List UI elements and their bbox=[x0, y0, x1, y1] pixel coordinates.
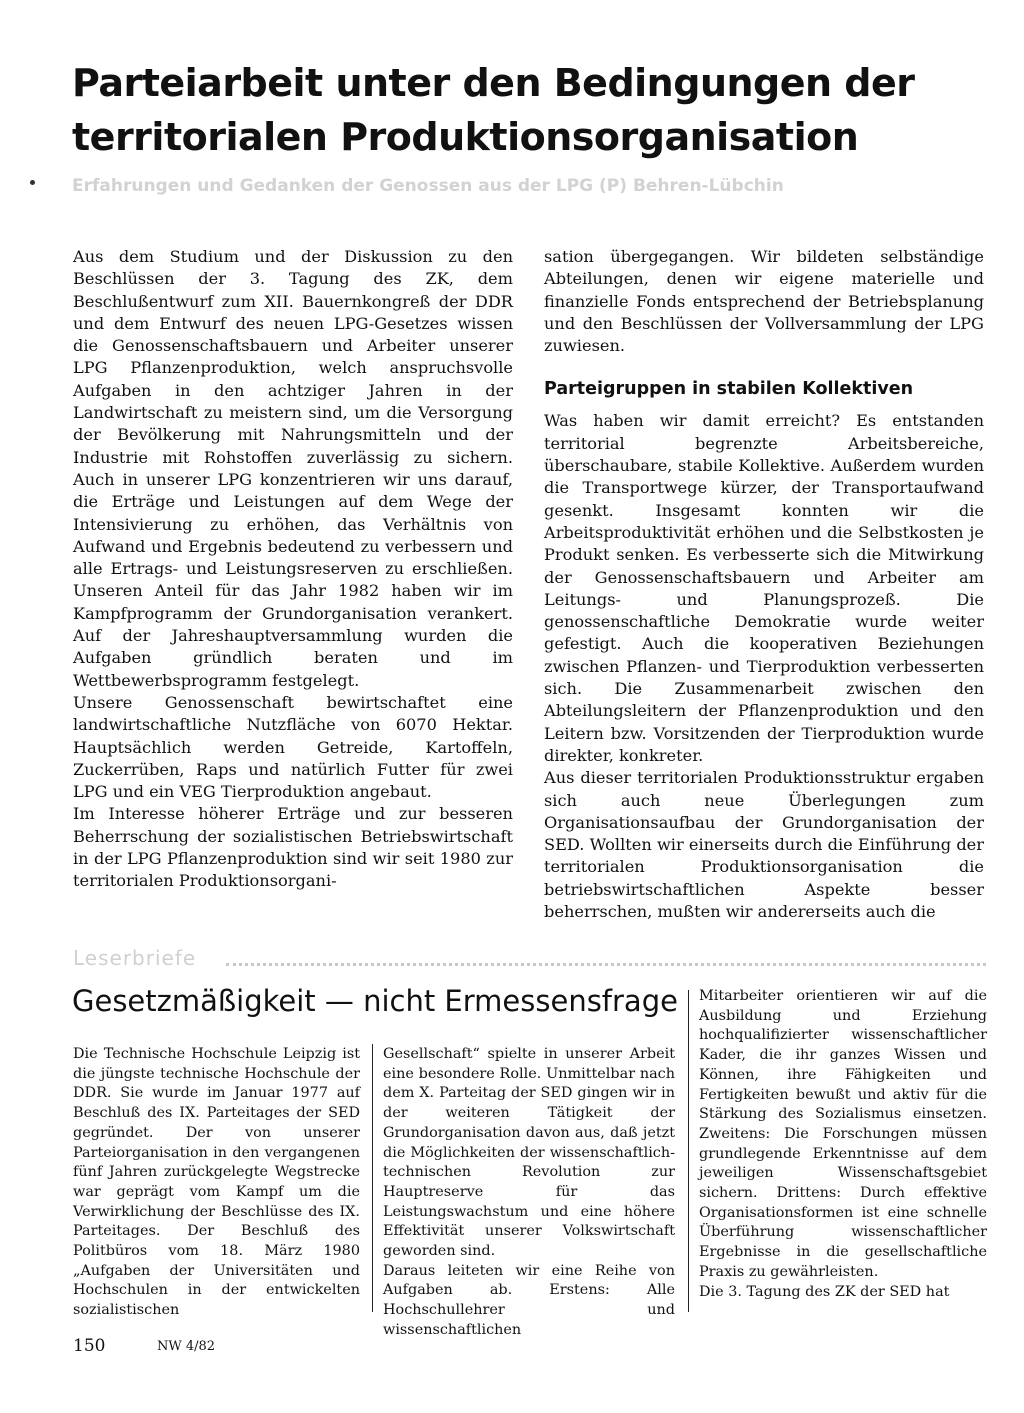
letter-column-1 bbox=[73, 1045, 360, 1321]
letter-paragraph: Mitarbeiter orientieren wir auf die Ausbildung und Erziehung hochqualifizierter wissenschaftlicher Kader, die ihr ganzes Wissen und Können, ihre Fähigkeiten und Fertigkeiten bewußt und aktiv für die Stärkung des Sozialismus einsetzen. Zweitens: Die Forschungen müssen grundlegende Erkenntnisse auf dem jeweiligen Wissenschaftsgebiet sichern. Drittens: Durch effektive Organisationsformen ist eine schnelle Überführung wissenschaftlicher Ergebnisse in die gesellschaftliche Praxis zu gewährleisten. bbox=[699, 988, 987, 1280]
article-subtitle: Erfahrungen und Gedanken der Genossen aus der LPG (P) Behren-Lübchin bbox=[72, 176, 784, 196]
letter-paragraph: Die 3. Tagung des ZK der SED hat bbox=[699, 1283, 950, 1300]
margin-dot bbox=[30, 180, 35, 185]
rubric-dotted-rule bbox=[226, 963, 986, 966]
letter-paragraph: Gesellschaft“ spielte in unserer Arbeit eine besondere Rolle. Unmittelbar nach dem X. Parteitag der SED gingen wir in der weiteren Tätigkeit der Grundorganisation davon aus, daß jetzt die Möglichkeiten der wissenschaftlich-technischen Revolution zur Hauptreserve für das Leistungswachstum und eine höhere Effektivität unserer Volkswirtschaft geworden sind. bbox=[383, 1046, 675, 1260]
article-paragraph: Aus dem Studium und der Diskussion zu den Beschlüssen der 3. Tagung des ZK, dem Beschlußentwurf zum XII. Bauernkongreß der DDR und dem Entwurf des neuen LPG-Gesetzes wissen die Genossenschaftsbauern und Arbeiter unserer LPG Pflanzenproduktion, welch anspruchsvolle Aufgaben in den achtziger Jahren in der Landwirtschaft zu meistern sind, um die Versorgung der Bevölkerung mit Nahrungsmitteln und der Industrie mit Rohstoffen zuverlässig zu sichern. Auch in unserer LPG konzentrieren wir uns darauf, die Erträge und Leistungen auf dem Wege der Intensivierung zu erhöhen, das Verhältnis von Aufwand und Ergebnis bedeutend zu verbessern und alle Ertrags- und Leistungsreserven zu erschließen. Unseren Anteil für das Jahr 1982 haben wir im Kampfprogramm der Grundorganisation verankert. Auf der Jahreshauptversammlung wurden die Aufgaben gründlich beraten und im Wettbewerbsprogramm festgelegt. bbox=[73, 247, 513, 690]
letter-column-3 bbox=[699, 987, 987, 1302]
letter-paragraph: Die Technische Hochschule Leipzig ist die jüngste technische Hochschule der DDR. Sie wurde im Januar 1977 auf Beschluß des IX. Parteitages der SED gegründet. Der von unserer Parteiorganisation in den vergangenen fünf Jahren zurückgelegte Wegstrecke war geprägt vom Kampf um die Verwirklichung der Beschlüsse des IX. Parteitages. Der Beschluß des Politbüros vom 18. März 1980 „Aufgaben der Universitäten und Hochschulen in der entwickelten sozialistischen bbox=[73, 1046, 360, 1319]
headline-line-2: territorialen Produktionsorganisation bbox=[72, 115, 859, 159]
issue-label: NW 4/82 bbox=[157, 1339, 216, 1354]
page-number: 150 bbox=[73, 1336, 106, 1356]
article-column-1 bbox=[73, 246, 513, 893]
article-headline bbox=[72, 56, 952, 164]
article-paragraph: Was haben wir damit erreicht? Es entstanden territorial begrenzte Arbeitsbereiche, überschaubare, stabile Kollektive. Außerdem wurden die Transportwege kürzer, der Transportaufwand gesenkt. Insgesamt konnten wir die Arbeitsproduktivität erhöhen und die Selbstkosten je Produkt senken. Es verbesserte sich die Mitwirkung der Genossenschaftsbauern und Arbeiter am Leitungs- und Planungsprozeß. Die genossenschaftliche Demokratie wurde weiter gefestigt. Auch die kooperativen Beziehungen zwischen Pflanzen- und Tierproduktion verbesserten sich. Die Zusammenarbeit zwischen den Abteilungsleitern der Pflanzenproduktion und den Leitern bzw. Vorsitzenden der Tierproduktion wurde direkter, konkreter. bbox=[544, 411, 984, 765]
article-column-2 bbox=[544, 246, 984, 923]
article-paragraph: Aus dieser territorialen Produktionsstruktur ergaben sich auch neue Überlegungen zum Organisationsaufbau der Grundorganisation der SED. Wollten wir einerseits durch die Einführung der territorialen Produktionsorganisation die betriebswirtschaftlichen Aspekte besser beherrschen, mußten wir andererseits auch die bbox=[544, 768, 984, 922]
column-divider bbox=[688, 990, 689, 1312]
letter-headline: Gesetzmäßigkeit — nicht Ermessensfrage bbox=[72, 984, 678, 1018]
article-paragraph: Unsere Genossenschaft bewirtschaftet eine landwirtschaftliche Nutzfläche von 6070 Hektar. Hauptsächlich werden Getreide, Kartoffeln, Zuckerrüben, Raps und natürlich Futter für zwei LPG und ein VEG Tierproduktion angebaut. bbox=[73, 692, 513, 802]
section-heading: Parteigruppen in stabilen Kollektiven bbox=[544, 379, 914, 400]
column-divider bbox=[372, 1044, 373, 1312]
headline-line-1: Parteiarbeit unter den Bedingungen der bbox=[72, 61, 915, 105]
article-paragraph: sation übergegangen. Wir bildeten selbständige Abteilungen, denen wir eigene materielle und finanzielle Fonds entsprechend der Betriebsplanung und den Beschlüssen der Vollversammlung der LPG zuwiesen. bbox=[544, 247, 984, 356]
letters-rubric-label: Leserbriefe bbox=[73, 946, 197, 970]
article-paragraph: Im Interesse höherer Erträge und zur besseren Beherrschung der sozialistischen Betriebswirtschaft in der LPG Pflanzenproduktion sind wir seit 1980 zur territorialen Produktionsorgani- bbox=[73, 804, 513, 891]
letter-column-2 bbox=[383, 1045, 675, 1341]
letter-paragraph: Daraus leiteten wir eine Reihe von Aufgaben ab. Erstens: Alle Hochschullehrer und wissenschaftlichen bbox=[383, 1262, 675, 1338]
